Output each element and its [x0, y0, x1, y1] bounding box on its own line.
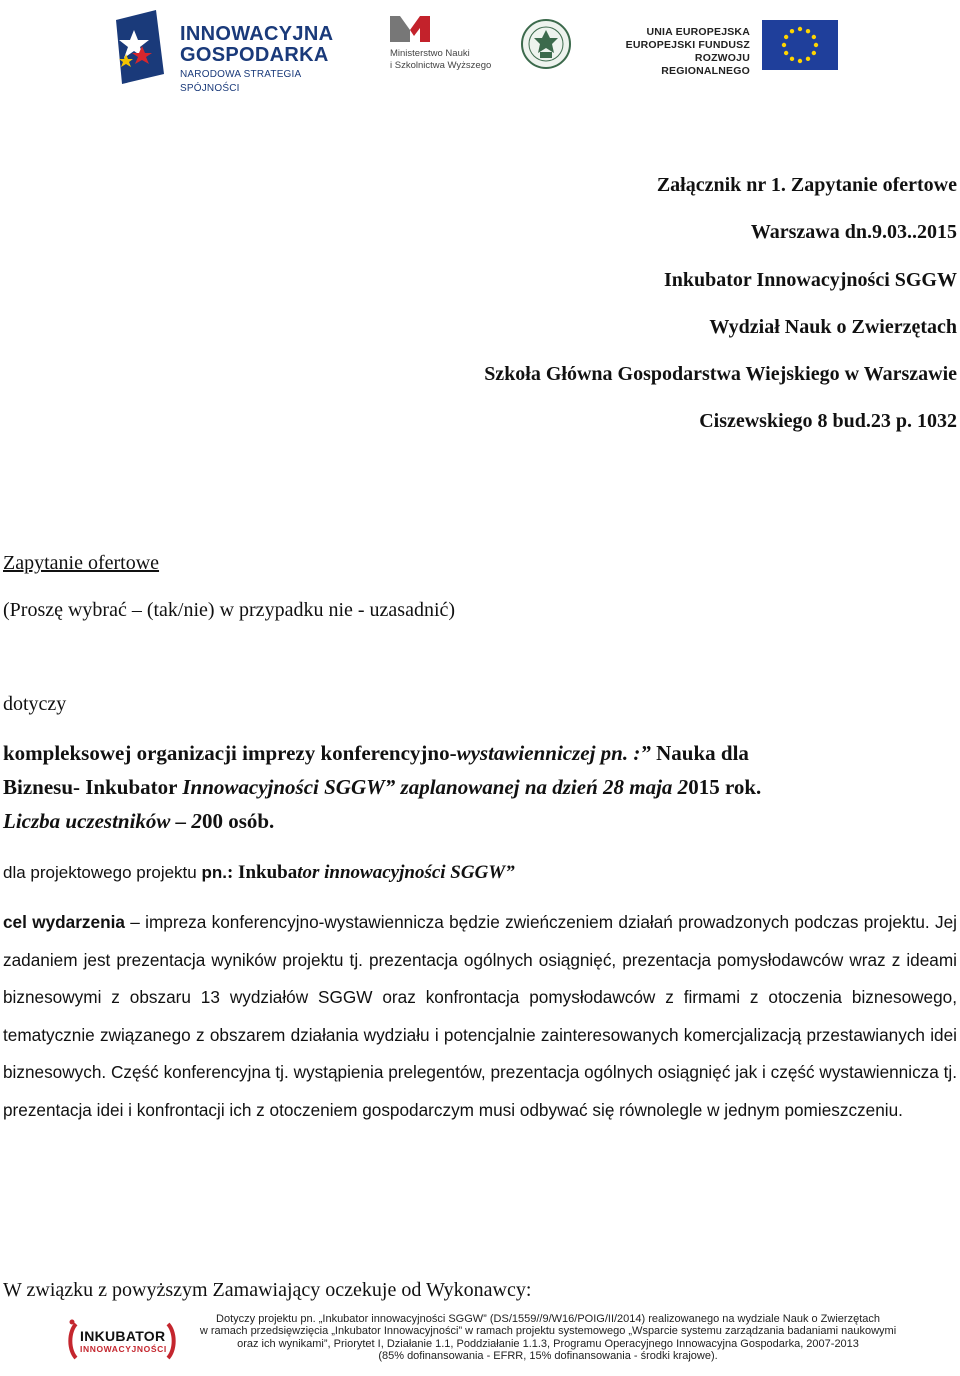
eu-star-icon: [806, 29, 810, 33]
innowacyjna-gospodarka-logo: [112, 10, 352, 94]
subject-line: [3, 808, 274, 834]
inkubator-logo: [66, 1316, 182, 1368]
eu-star-icon: [798, 59, 802, 63]
footer-line: (85% dofinansowania - EFRR, 15% dofinansowania - środki krajowe).: [378, 1350, 718, 1363]
eu-star-icon: [784, 51, 788, 55]
instruction-text: (Proszę wybrać – (tak/nie) w przypadku nie - uzasadnić): [3, 599, 456, 621]
faculty-name: Wydział Nauk o Zwierzętach: [709, 316, 957, 338]
organization-name: Inkubator Innowacyjności SGGW: [663, 269, 957, 291]
eu-star-icon: [790, 29, 794, 33]
closing-text: W związku z powyższym Zamawiający oczekuje od Wykonawcy:: [3, 1279, 532, 1301]
eu-star-icon: [790, 57, 794, 61]
logo-subtitle: NARODOWA STRATEGIA SPÓJNOŚCI: [180, 69, 301, 94]
goal-paragraph: [3, 904, 957, 1130]
footer-line: oraz ich wynikami”, Priorytet I, Działanie 1.1, Poddziałanie 1.1.3, Programu Operacyjnego Innowacyjna Gospodarka, 2007-2013: [237, 1337, 859, 1350]
ministry-name-line: Ministerstwo Nauki: [390, 48, 470, 59]
subject-text: ”: [640, 741, 651, 765]
subject-text: Nauka dla: [650, 741, 749, 765]
project-colon: :: [226, 862, 239, 883]
project-prefix: dla projektowego projektu: [3, 863, 202, 882]
concerns-label: dotyczy: [3, 693, 67, 715]
ministry-name-line: i Szkolnictwa Wyższego: [390, 60, 492, 71]
eu-logo-line: UNIA EUROPEJSKA: [646, 26, 750, 38]
university-seal-icon: [520, 18, 572, 70]
university-name: Szkoła Główna Gospodarstwa Wiejskiego w Warszawie: [484, 363, 957, 385]
logo-line: GOSPODARKA: [180, 44, 329, 66]
ministry-emblem-icon: [390, 16, 430, 42]
subject-text: wystawienniczej pn. :: [456, 741, 641, 765]
attachment-label: Załącznik nr 1. Zapytanie ofertowe: [656, 174, 957, 196]
address: Ciszewskiego 8 bud.23 p. 1032: [699, 410, 957, 432]
eu-star-icon: [782, 43, 786, 47]
document-title: Zapytanie ofertowe: [3, 552, 160, 574]
eu-star-icon: [806, 57, 810, 61]
eu-star-icon: [814, 43, 818, 47]
eu-logo-line: ROZWOJU REGIONALNEGO: [661, 52, 750, 77]
project-line: [3, 860, 515, 886]
inkubator-logo-line: INNOWACYJNOŚCI: [80, 1344, 167, 1354]
footer-line: Dotyczy projektu pn. „Inkubator innowacyjności SGGW” (DS/1559//9/W16/POIG/II/2014) realizowanego na wydziale Nauk o Zwierzętach: [216, 1313, 880, 1325]
project-name: tor innowacyjności SGGW”: [297, 862, 515, 883]
subject-line: [3, 774, 761, 800]
subject-text: Liczba uczestników – 2: [3, 809, 202, 833]
eu-star-icon: [784, 35, 788, 39]
eu-logo-line: EUROPEJSKI FUNDUSZ: [625, 39, 750, 51]
subject-text: Biznesu- Inkubator: [3, 775, 183, 799]
eu-flag-icon: [762, 20, 838, 70]
inkubator-logo-line: INKUBATOR: [80, 1328, 166, 1344]
ministry-logo: [390, 16, 500, 78]
footer-funding-note: [198, 1313, 898, 1363]
eu-star-icon: [812, 35, 816, 39]
subject-text: 015 rok.: [688, 775, 762, 799]
goal-label: cel wydarzenia: [3, 912, 125, 932]
footer-line: w ramach przedsięwzięcia „Inkubator Innowacyjności” w ramach projektu systemowego „Wsparcie systemu zarządzania badaniami naukowymi: [199, 1325, 897, 1338]
eu-star-icon: [798, 27, 802, 31]
project-name: Inkuba: [238, 862, 298, 883]
subject-text: kompleksowej organizacji imprezy konferencyjno-: [3, 741, 457, 765]
subject-text: Innowacyjności SGGW” zaplanowanej na dzień 28 maja 2: [182, 775, 689, 799]
subject-line: [3, 740, 749, 766]
eu-star-icon: [812, 51, 816, 55]
subject-text: 00 osób.: [201, 809, 275, 833]
innowacyjna-gospodarka-emblem-icon: [112, 10, 168, 84]
goal-text: – impreza konferencyjno-wystawiennicza będzie zwieńczeniem działań prowadzonych podczas projektu. Jej zadaniem jest prezentacja wyników projektu tj. prezentacja ogólnych osiągnięć, prezentacja pomysłodawców wraz z ideami biznesowymi z obszaru 13 wydziałów SGGW oraz konfrontacja pomysłodawców z firmami z otoczenia biznesowego, tematycznie związanego z obszarem działania wydziału i potencjalnie zainteresowanych komercjalizacją przestawianych idei biznesowych. Część konferencyjna tj. wystąpienia prelegentów, prezentacja ogólnych osiągnięć jak i część wystawiennicza tj. prezentacja idei i konfrontacji ich z otoczeniem gospodarczym musi odbywać się równolegle w jednym pomieszczeniu.: [3, 912, 957, 1120]
eu-logo: [620, 20, 840, 76]
project-pn: pn.: [201, 863, 227, 882]
logo-line: INNOWACYJNA: [180, 23, 334, 45]
document-date: Warszawa dn.9.03..2015: [750, 221, 957, 243]
